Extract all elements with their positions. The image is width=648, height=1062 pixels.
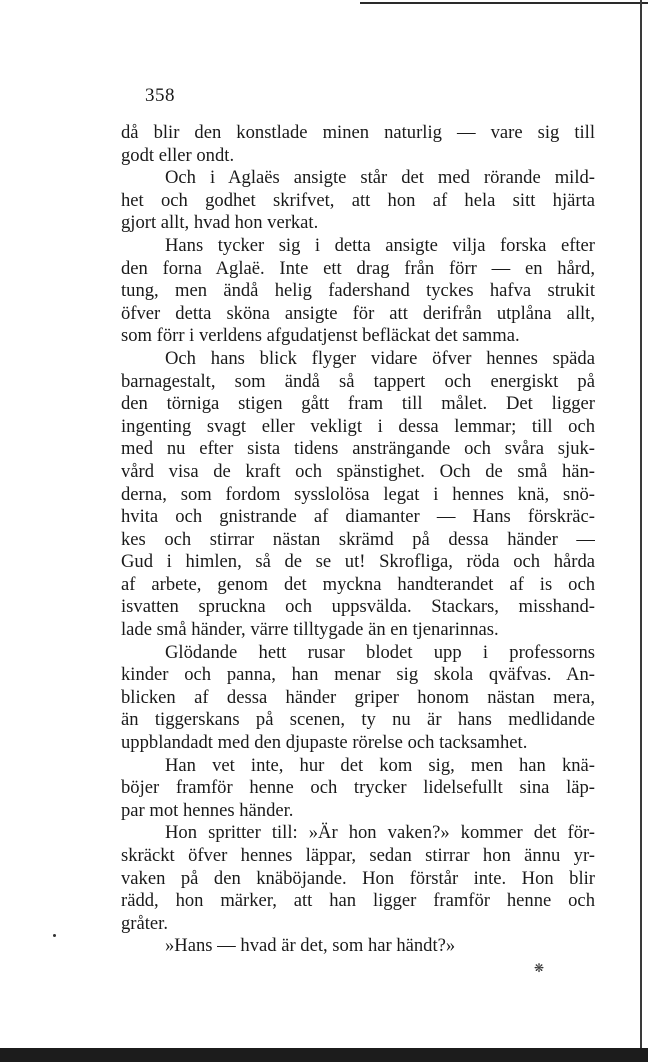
text-line: Han vet inte, hur det kom sig, men han knä-: [165, 754, 595, 776]
bottom-edge-band: [0, 1048, 648, 1062]
text-line: Gud i himlen, så de se ut! Skrofliga, röda och hårda: [121, 551, 595, 573]
text-line: godt eller ondt.: [121, 144, 235, 166]
text-line: isvatten spruckna och uppsvälda. Stackars, misshand-: [121, 596, 595, 618]
text-line: gråter.: [121, 912, 168, 934]
text-line: öfver detta sköna ansigte för att derifrån utplåna allt,: [121, 302, 595, 324]
text-line: än tiggerskans på scenen, ty nu är hans medlidande: [121, 709, 595, 731]
text-line: het och godhet skrifvet, att hon af hela sitt hjärta: [121, 189, 595, 211]
text-line: »Hans — hvad är det, som har händt?»: [165, 935, 456, 957]
text-line: Hon spritter till: »Är hon vaken?» kommer det för-: [165, 822, 595, 844]
margin-speck: [53, 934, 56, 937]
text-line: Glödande hett rusar blodet upp i professorns: [165, 641, 595, 663]
right-edge-rule: [640, 0, 642, 1062]
text-line: kes och stirrar nästan skrämd på dessa händer —: [121, 528, 595, 550]
text-line: skräckt öfver hennes läppar, sedan stirrar hon ännu yr-: [121, 845, 595, 866]
text-line: då blir den konstlade minen naturlig — vare sig till: [121, 122, 595, 143]
text-line: lade små händer, värre tilltygade än en tjenarinnas.: [121, 619, 499, 641]
body-text: [121, 122, 595, 958]
top-edge-rule: [360, 2, 648, 4]
text-line: gjort allt, hvad hon verkat.: [121, 212, 319, 234]
ink-speck-icon: ❋: [534, 961, 545, 975]
page-number: 358: [145, 85, 175, 106]
text-line: barnagestalt, som ändå så tappert och energiskt på: [121, 370, 595, 392]
text-line: par mot hennes händer.: [121, 799, 294, 821]
text-line: som förr i verldens afgudatjenst befläckat det samma.: [121, 325, 520, 347]
text-line: kinder och panna, han menar sig skola qväfvas. An-: [121, 664, 595, 686]
text-line: Och i Aglaës ansigte står det med rörande mild-: [165, 167, 595, 189]
text-line: vaken på den knäböjande. Hon förstår inte. Hon blir: [121, 867, 595, 889]
text-line: derna, som fordom sysslolösa legat i hennes knä, snö-: [121, 483, 595, 505]
text-line: böjer framför henne och trycker lidelsefullt sina läp-: [121, 777, 595, 799]
text-line: Och hans blick flyger vidare öfver hennes späda: [165, 347, 595, 369]
text-line: Hans tycker sig i detta ansigte vilja forska efter: [165, 234, 595, 256]
text-line: den törniga stigen gått fram till målet. Det ligger: [121, 393, 595, 415]
text-line: af arbete, genom det myckna handterandet af is och: [121, 573, 595, 595]
text-line: vård visa de kraft och spänstighet. Och de små hän-: [121, 460, 595, 482]
text-line: den forna Aglaë. Inte ett drag från förr — en hård,: [121, 257, 595, 279]
text-line: ingenting svagt eller vekligt i dessa lemmar; till och: [121, 415, 595, 437]
text-line: uppblandadt med den djupaste rörelse och tacksamhet.: [121, 732, 528, 754]
text-line: tung, men ändå helig fadershand tyckes hafva strukit: [121, 280, 595, 302]
text-line: rädd, hon märker, att han ligger framför henne och: [121, 890, 595, 912]
text-line: hvita och gnistrande af diamanter — Hans förskräc-: [121, 506, 595, 528]
text-line: blicken af dessa händer griper honom nästan mera,: [121, 686, 595, 708]
text-line: med nu efter sista tidens ansträngande och svåra sjuk-: [121, 438, 595, 460]
